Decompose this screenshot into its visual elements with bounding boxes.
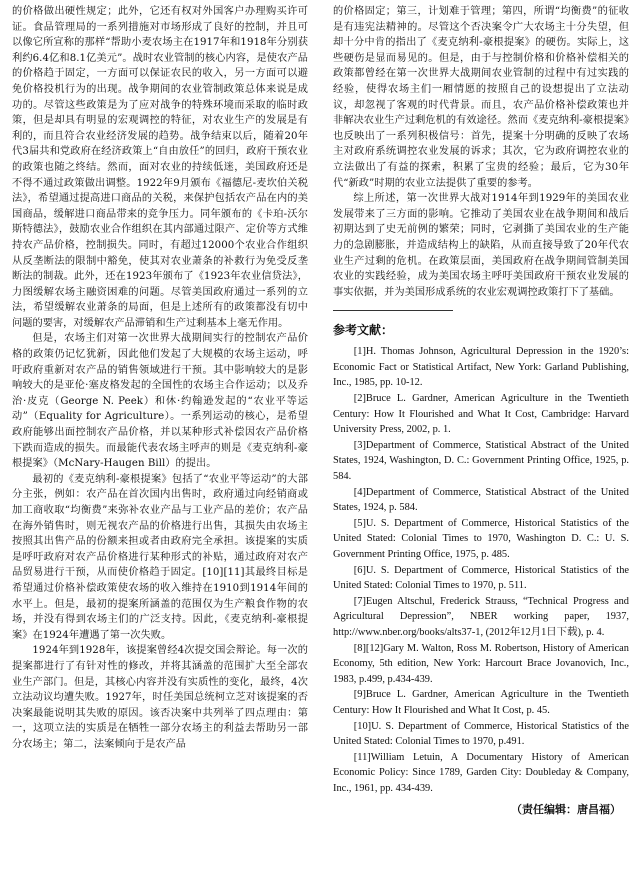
right-column bbox=[333, 4, 629, 817]
reference-item: [2]Bruce L. Gardner, American Agriculture in the Twentieth Century: How It Flourished and What It Cost, Cambridge: Harvard University Press, 2002, p. 1. bbox=[333, 393, 629, 436]
reference-item: [10]U. S. Department of Commerce, Historical Statistics of the United Stated: Colonial Times to 1970, p.491. bbox=[333, 720, 629, 748]
reference-list bbox=[333, 344, 629, 796]
reference-item: [1]H. Thomas Johnson, Agricultural Depression in the 1920’s: Economic Fact or Statistical Artifact, New York: Garland Publishing, Inc., 1985, pp. 10-12. bbox=[333, 346, 629, 389]
reference-item: [7]Eugen Altschul, Frederick Strauss, “Technical Progress and Agricultural Depression”, NBER working paper, 1937, http://www.nber.org/books/alts37-1, (2012年12月1日下载), p. 4. bbox=[333, 595, 629, 638]
reference-item: [9]Bruce L. Gardner, American Agriculture in the Twentieth Century: How It Flourished and What It Cost, p. 45. bbox=[333, 689, 629, 716]
reference-item: [5]U. S. Department of Commerce, Historical Statistics of the United Stated: Colonial Times to 1970, Washington D. C.: U. S. Government Printing Office, 1975, p. 485. bbox=[333, 517, 629, 560]
body-paragraph: 的价格固定；第三，计划难于管理；第四，所谓“均衡费”的征收是有违宪法精神的。尽管这个否决案令广大农场主十分失望，但却十分中肯的指出了《麦克纳利-豪根提案》的硬伤。实际上，这些硬伤是显而易见的。但是，由于与控制价格和价格补偿相关的政策都曾经在第一次世界大战期间农业管制的过程中有过实践的经验，使得农场主们一厢情愿的按照自己的设想提出了立法动议，却忽视了客观的时代背景。而且，农产品价格补偿政策也并非解决农业生产过剩危机的有效途径。然而《麦克纳利-豪根提案》也反映出了一系列积极信号：首先，提案十分明确的反映了农场主对政府系统调控农业发展的诉求；其次，它为政府调控农业的立法做出了有益的探索，积累了宝贵的经验；最后，它为30年代“新政”时期的农业立法提供了重要的参考。 bbox=[333, 6, 629, 189]
reference-item: [3]Department of Commerce, Statistical Abstract of the United States, 1924, Washington, D. C.: Government Printing Office, 1925, p. 584. bbox=[333, 439, 629, 483]
editor-credit: （责任编辑：唐昌福） bbox=[511, 802, 621, 816]
body-paragraph: 但是，农场主们对第一次世界大战期间实行的控制农产品价格的政策仍记忆犹新，因此他们发起了大规模的农场主运动，呼吁政府重新对农产品的销售领域进行干预。其中影响较大的是影响较大的是亚伦·塞皮格发起的全国性的农场主合作运动；以及乔治·皮克（George N. Peek）和休·约翰逊发起的“农业平等运动”（Equality for Agriculture）。一系列运动的核心，是希望政府能够出面控制农产品价格，并以某种形式补偿因农产品价格下跌而造成的损失。而最能代表农场主呼声的则是《麦克纳利-豪根提案》（McNary-Haugen Bill）的提出。 bbox=[12, 333, 308, 470]
body-paragraph: 1924年到1928年，该提案曾经4次提交国会辩论。每一次的提案都进行了有针对性的修改，并将其涵盖的范围扩大至全部农业生产部门。但是，其核心内容并没有实质性的变化，最终，4次立法动议均遭失败。1927年，时任美国总统柯立芝对该提案的否决案最能说明其失败的原因。该否决案中共列举了四点理由：第一，这项立法的实质是在牺牲一部分农场主的利益去帮助另一部分农场主；第二，法案倾向于是农产品 bbox=[12, 645, 308, 750]
references-heading: 参考文献： bbox=[333, 323, 394, 338]
body-paragraph: 综上所述，第一次世界大战对1914年到1929年的美国农业发展带来了三方面的影响。它推动了美国农业在战争期间和战后初期达到了史无前例的繁荣；同时，它剥撕了美国农业的生产能力的急剧膨胀，并造成结构上的缺陷，从而直接导致了20年代农业生产过剩的危机。在政策层面，美国政府在战争期间管制美国农业的实践经验，成为美国农场主呼吁美国政府干预农业发展的事实依据，并为美国形成系统的农业宏观调控政策打下了基础。 bbox=[333, 193, 629, 298]
body-paragraph: 最初的《麦克纳利-豪根提案》包括了“农业平等运动”的大部分主张，例如：农产品在首次国内出售时，政府通过向经销商或加工商收取“均衡费”来弥补农业产品与工业产品的差价；农产品在海外销售时，则无视农产品的价格进行出售，其损失由农场主按照其出售产品的份额来担或者由政府完全承担。该提案的实质是呼吁政府对农产品价格进行某种形式的补贴，通过政府对农产品贸易进行干预，从而使价格趋于固定。[10][11]其最终目标是希望通过价格补偿政策使农场的收入维持在1910到1914年间的水平上。但是，最初的提案所涵盖的范围仅为生产粮食作物的农场，并没有得到农场主们的广泛支持。因此，《麦克纳利-豪根提案》在1924年遭遇了第一次失败。 bbox=[12, 473, 308, 641]
reference-item: [11]William Letuin, A Documentary History of American Economic Policy: Since 1789, Garden City: Doubleday & Company, Inc., 1961, pp. 434-439. bbox=[333, 751, 629, 794]
reference-item: [6]U. S. Department of Commerce, Historical Statistics of the United Stated: Colonial Times to 1970, p. 511. bbox=[333, 564, 629, 592]
reference-item: [8][12]Gary M. Walton, Ross M. Robertson, History of American Economy, 5th edition, New York: Harcourt Brace Jovanovich, Inc., 1983, p.499, p.434-439. bbox=[333, 642, 629, 685]
left-column bbox=[12, 4, 308, 753]
section-divider bbox=[333, 310, 453, 311]
reference-item: [4]Department of Commerce, Statistical Abstract of the United States, 1924, p. 584. bbox=[333, 486, 629, 514]
body-paragraph: 的价格做出硬性规定；此外，它还有权对外国客户办理购买许可证。食品管理局的一系列措施对市场形成了良好的控制，并且可以像它所宣称的那样“帮助小麦农场主在1917年和1918年分别获利约6.4亿和8.1亿美元”。战时农业管制的核心内容，是使农产品的价格趋于固定，一方面可以保证农民的收入，另一方面可以避免价格投机行为的出现。战争期间的农业管制政策总体来说是成功的。尽管这些政策是为了应对战争的特殊环境而采取的临时政策，但是却具有明显的宏观调控的特征，对农业生产的发展是有利的，而且符合农业经济发展的趋势。战争结束以后，随着20年代3届共和党政府在经济政策上“自由放任”的回归，政府干预农业的政策也随之终结。然而，面对农业的持续低迷，美国政府还是不得不通过政策做出调整。1922年9月颁布《福德尼-麦坎伯关税法》，希望通过提高进口商品的关税，来保护包括农产品在内的美国商品，缓解进口商品带来的竞争压力。同年颁布的《卡珀-沃尔斯特德法》，鼓励农业合作组织在其内部通过限产、定价等方式维持农产品价格，控制损失。同时，有超过12000个农业合作组织从反垄断法的限制中豁免，使其对农业萧条的补救行为免受反垄断法的制裁。此外，还在1923年颁布了《1923年农业信贷法》，力图缓解农场主融资困难的问题。尽管美国政府通过一系列的立法，希望缓解农业萧条的局面，但是上述所有的政策都没有切中问题的要害，对缓解农产品滞销和生产过剩基本上毫无作用。 bbox=[12, 6, 308, 329]
